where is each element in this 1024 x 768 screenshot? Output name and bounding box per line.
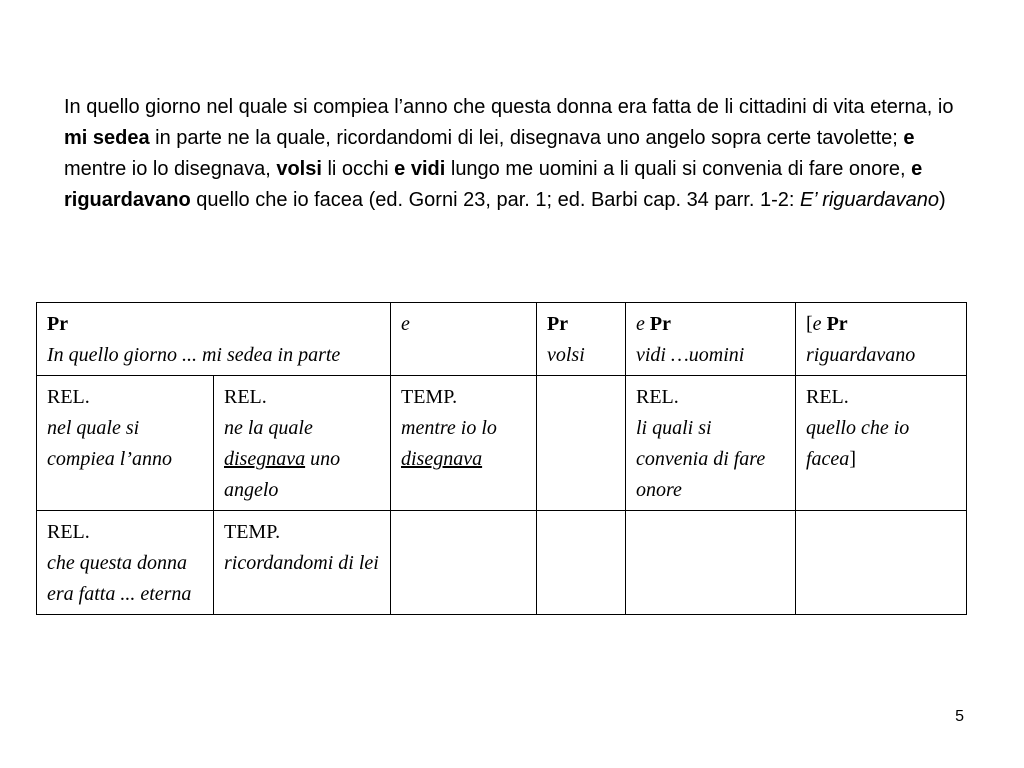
cell-bracket: [ xyxy=(806,313,813,335)
intro-text: lungo me uomini a li quali si convenia di fare onore, xyxy=(445,158,912,180)
intro-text: quello che io facea (ed. Gorni 23, par. 1; ed. Barbi cap. 34 parr. 1-2: xyxy=(190,189,800,211)
cell-label: Pr xyxy=(826,313,848,335)
cell-prefix: e xyxy=(636,313,650,335)
intro-text: mentre io lo disegnava, xyxy=(64,158,277,180)
table-cell xyxy=(626,303,796,376)
table-cell xyxy=(391,511,537,615)
table-cell xyxy=(391,376,537,511)
intro-italic: E’ riguardavano xyxy=(799,189,939,211)
cell-text: che questa donna era fatta ... eterna xyxy=(47,552,192,605)
cell-underlined: disegnava xyxy=(401,448,483,470)
cell-text: e xyxy=(401,313,410,335)
cell-label: Pr xyxy=(547,313,569,335)
intro-text: ) xyxy=(938,189,946,211)
cell-text: riguardavano xyxy=(806,344,916,366)
table-cell xyxy=(796,303,967,376)
cell-label: REL. xyxy=(806,386,849,408)
cell-underlined: disegnava xyxy=(224,448,306,470)
cell-text: mentre io lo xyxy=(401,417,497,439)
intro-paragraph xyxy=(64,92,964,216)
table-cell xyxy=(214,511,391,615)
table-cell xyxy=(214,376,391,511)
cell-label: REL. xyxy=(224,386,267,408)
intro-bold: volsi xyxy=(276,158,322,180)
intro-bold: mi sedea xyxy=(64,127,150,149)
table-cell xyxy=(537,376,626,511)
cell-label: Pr xyxy=(649,313,671,335)
cell-text: quello che io facea xyxy=(806,417,910,470)
cell-label: Pr xyxy=(47,313,69,335)
table-row xyxy=(37,303,967,376)
cell-label: TEMP. xyxy=(224,521,281,543)
cell-text: uno angelo xyxy=(224,448,341,501)
cell-text: ne la quale xyxy=(224,417,313,439)
cell-prefix: e xyxy=(812,313,827,335)
intro-bold: e vidi xyxy=(394,158,446,180)
table-cell xyxy=(37,511,214,615)
table-cell xyxy=(796,376,967,511)
table-cell xyxy=(37,303,391,376)
table-row xyxy=(37,376,967,511)
table-cell xyxy=(626,511,796,615)
cell-bracket: ] xyxy=(849,448,856,470)
cell-label: REL. xyxy=(47,521,90,543)
cell-text: li quali si convenia di fare onore xyxy=(636,417,766,501)
cell-text: nel quale si compiea l’anno xyxy=(47,417,172,470)
table-cell xyxy=(37,376,214,511)
cell-text: vidi …uomini xyxy=(636,344,745,366)
intro-text: in parte ne la quale, ricordandomi di lei, disegnava uno angelo sopra certe tavolette; xyxy=(149,127,904,149)
intro-text: li occhi xyxy=(321,158,395,180)
table-cell xyxy=(391,303,537,376)
table-cell xyxy=(537,303,626,376)
cell-text: volsi xyxy=(547,344,585,366)
intro-bold: e riguardavano xyxy=(64,158,923,211)
table-cell xyxy=(796,511,967,615)
page-number: 5 xyxy=(955,708,964,725)
intro-bold: e xyxy=(903,127,915,149)
cell-label: REL. xyxy=(47,386,90,408)
analysis-table xyxy=(36,302,967,615)
cell-text: ricordandomi di lei xyxy=(224,552,379,574)
cell-label: TEMP. xyxy=(401,386,458,408)
table-cell xyxy=(626,376,796,511)
cell-text: In quello giorno ... mi sedea in parte xyxy=(47,344,341,366)
intro-text: In quello giorno nel quale si compiea l’anno che questa donna era fatta de li cittadini di vita eterna, io xyxy=(64,96,954,118)
cell-label: REL. xyxy=(636,386,679,408)
table-cell xyxy=(537,511,626,615)
table-row xyxy=(37,511,967,615)
